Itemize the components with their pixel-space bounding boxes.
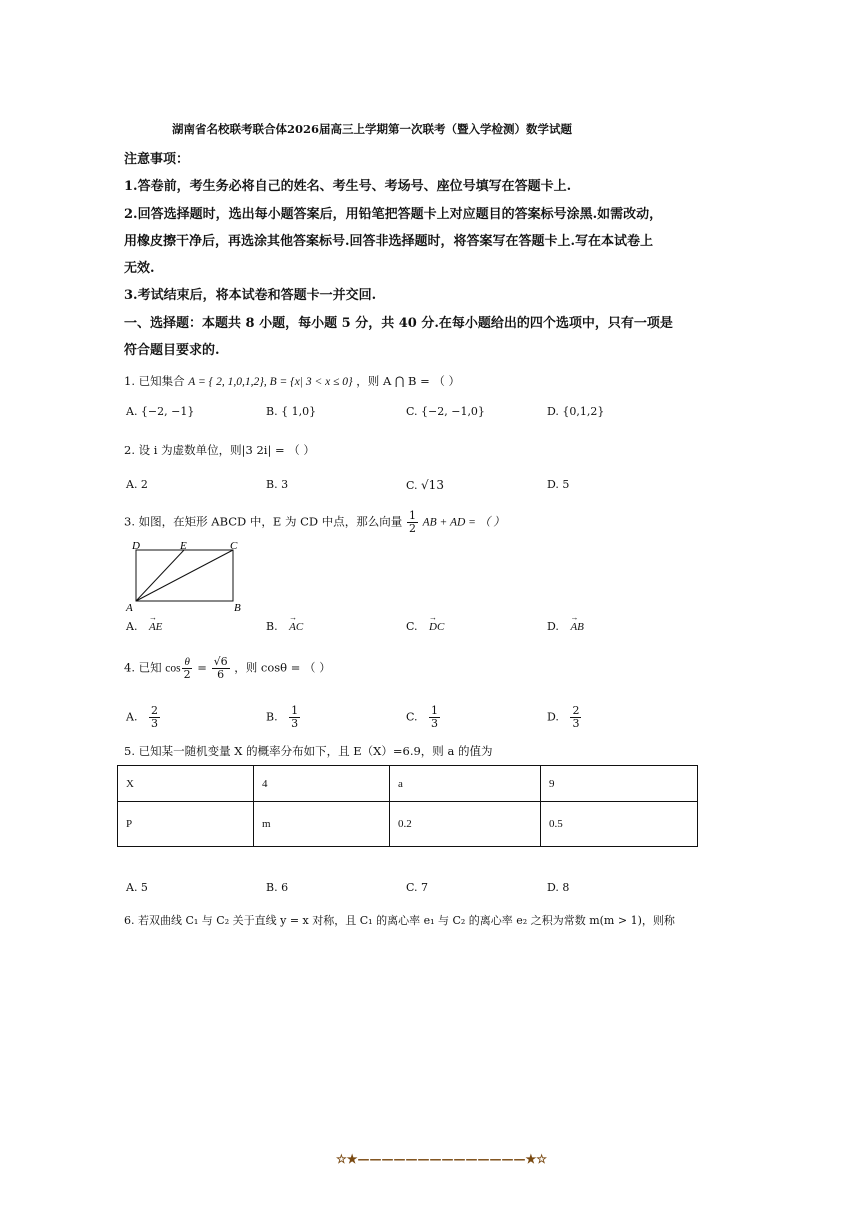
question-6-stem: 6. 若双曲线 C₁ 与 C₂ 关于直线 y = x 对称，且 C₁ 的离心率 e₁ 与 C₂ 的离心率 e₂ 之积为常数 m(m > 1)，则称 — [124, 914, 675, 927]
q1-set-b: , B = {x| 3 < x ≤ 0} — [263, 376, 353, 388]
segment-ae — [136, 550, 184, 601]
q1-option-d: D. {0,1,2} — [547, 405, 605, 418]
q2-option-c-label: C. — [406, 479, 418, 492]
label-d: D — [132, 540, 140, 552]
q4-option-c-numerator: 1 — [431, 704, 439, 717]
footer-ornament: ☆★——————————————★☆ — [336, 1152, 548, 1166]
q4-suffix: ，则 cosθ = （ ） — [234, 660, 331, 675]
q4-option-c — [406, 705, 441, 730]
q4-option-d-denominator: 3 — [572, 717, 580, 730]
notice-item-3: 3.考试结束后，将本试卷和答题卡一并交回. — [124, 288, 377, 303]
q3-option-a-value: → AE — [149, 621, 162, 633]
q1-option-a: A. {−2, −1} — [126, 405, 195, 418]
q4-theta-numerator: θ — [184, 656, 190, 668]
q3-option-d-label: D. — [547, 620, 559, 633]
q4-option-a-denominator: 3 — [150, 717, 158, 730]
notice-heading: 注意事项： — [124, 152, 190, 167]
q3-stem-prefix: 3. 如图，在矩形 ABCD 中，E 为 CD 中点，那么向量 — [124, 514, 403, 529]
q4-option-b — [266, 705, 301, 730]
q4-option-c-label: C. — [406, 710, 418, 724]
q4-option-d-label: D. — [547, 710, 559, 724]
q4-option-a-label: A. — [126, 710, 138, 724]
q3-option-d — [547, 620, 584, 633]
question-4-stem — [124, 656, 331, 681]
q4-theta-denominator: 2 — [183, 668, 191, 681]
q3-fraction-numerator: 1 — [408, 509, 416, 522]
q4-option-b-denominator: 3 — [291, 717, 299, 730]
q3-fraction-denominator: 2 — [408, 522, 416, 535]
label-b: B — [234, 602, 241, 613]
q3-stem-suffix: AB + AD = （ ） — [422, 516, 505, 529]
q4-option-a-numerator: 2 — [150, 704, 158, 717]
q2-option-c — [406, 478, 444, 492]
q4-option-d-numerator: 2 — [572, 704, 580, 717]
q4-value-denominator: 6 — [217, 668, 225, 681]
q4-equals: = — [197, 660, 207, 675]
q2-option-c-value: √13 — [421, 478, 444, 492]
q3-option-c-label: C. — [406, 620, 418, 633]
table-cell: X — [118, 766, 254, 802]
q1-suffix: ，则 A ⋂ B = （ ） — [356, 374, 461, 388]
q4-value-fraction — [212, 656, 230, 681]
table-row — [118, 766, 698, 802]
q5-option-d: D. 8 — [547, 881, 570, 894]
q3-option-a-label: A. — [126, 620, 138, 633]
notice-item-2-line-3: 无效. — [124, 261, 155, 276]
table-cell: 9 — [541, 766, 698, 802]
q4-option-b-numerator: 1 — [291, 704, 299, 717]
segment-ac — [136, 550, 233, 601]
q1-option-b: B. { 1,0} — [266, 405, 317, 418]
q2-option-b: B. 3 — [266, 478, 289, 491]
q1-set-a: A = { 2, 1,0,1,2} — [188, 376, 264, 388]
q3-option-a — [126, 620, 162, 633]
q4-option-c-denominator: 3 — [431, 717, 439, 730]
q1-option-c: C. {−2, −1,0} — [406, 405, 485, 418]
table-cell: 0.2 — [390, 802, 541, 847]
q4-option-d — [547, 705, 582, 730]
q5-option-c: C. 7 — [406, 881, 429, 894]
q1-prefix: 1. 已知集合 — [124, 374, 185, 388]
q3-option-d-value: → AB — [570, 621, 583, 633]
question-3-stem — [124, 510, 505, 535]
q4-option-c-fraction — [429, 705, 440, 730]
table-cell: 0.5 — [541, 802, 698, 847]
q3-option-b-value: → AC — [289, 621, 303, 633]
table-cell: m — [254, 802, 390, 847]
notice-item-2-line-2: 用橡皮擦干净后，再选涂其他答案标号.回答非选择题时，将答案写在答题卡上.写在本试卷上 — [124, 234, 654, 249]
table-cell: P — [118, 802, 254, 847]
q5-option-a: A. 5 — [126, 881, 148, 894]
document-title: 湖南省名校联考联合体2026届高三上学期第一次联考（暨入学检测）数学试题 — [172, 122, 573, 136]
q4-cos: cos — [165, 662, 181, 675]
section-heading-line-2: 符合题目要求的. — [124, 343, 220, 358]
q3-fraction — [407, 510, 418, 535]
notice-item-1: 1.答卷前，考生务必将自己的姓名、考生号、考场号、座位号填写在答题卡上. — [124, 179, 572, 194]
q4-theta-fraction — [182, 656, 193, 681]
q4-option-b-label: B. — [266, 710, 278, 724]
q4-option-a — [126, 705, 161, 730]
q2-option-d: D. 5 — [547, 478, 570, 491]
q4-value-numerator: √6 — [213, 655, 228, 668]
probability-distribution-table — [117, 765, 698, 847]
q4-option-d-fraction — [570, 705, 581, 730]
table-cell: a — [390, 766, 541, 802]
q4-option-a-fraction — [149, 705, 160, 730]
label-a: A — [126, 602, 133, 613]
label-c: C — [230, 540, 238, 552]
question-1-stem — [124, 373, 460, 389]
q3-option-c — [406, 620, 444, 633]
question-5-stem: 5. 已知某一随机变量 X 的概率分布如下，且 E（X）=6.9，则 a 的值为 — [124, 744, 493, 758]
q2-option-a: A. 2 — [126, 478, 148, 491]
q4-option-b-fraction — [289, 705, 300, 730]
question-2-stem: 2. 设 i 为虚数单位，则|3 2i| = （ ） — [124, 443, 315, 457]
label-e: E — [180, 540, 187, 552]
table-row — [118, 802, 698, 847]
section-heading-line-1: 一、选择题：本题共 8 小题，每小题 5 分，共 40 分.在每小题给出的四个选项中，只有一项是 — [124, 316, 673, 331]
q3-option-b-label: B. — [266, 620, 278, 633]
q5-option-b: B. 6 — [266, 881, 289, 894]
rectangle-abcd-figure — [124, 538, 254, 613]
q3-option-b — [266, 620, 303, 633]
q3-option-c-value: → DC — [429, 621, 444, 633]
q4-prefix: 4. 已知 — [124, 660, 162, 675]
notice-item-2-line-1: 2.回答选择题时，选出每小题答案后，用铅笔把答题卡上对应题目的答案标号涂黑.如需改动， — [124, 207, 663, 222]
table-cell: 4 — [254, 766, 390, 802]
